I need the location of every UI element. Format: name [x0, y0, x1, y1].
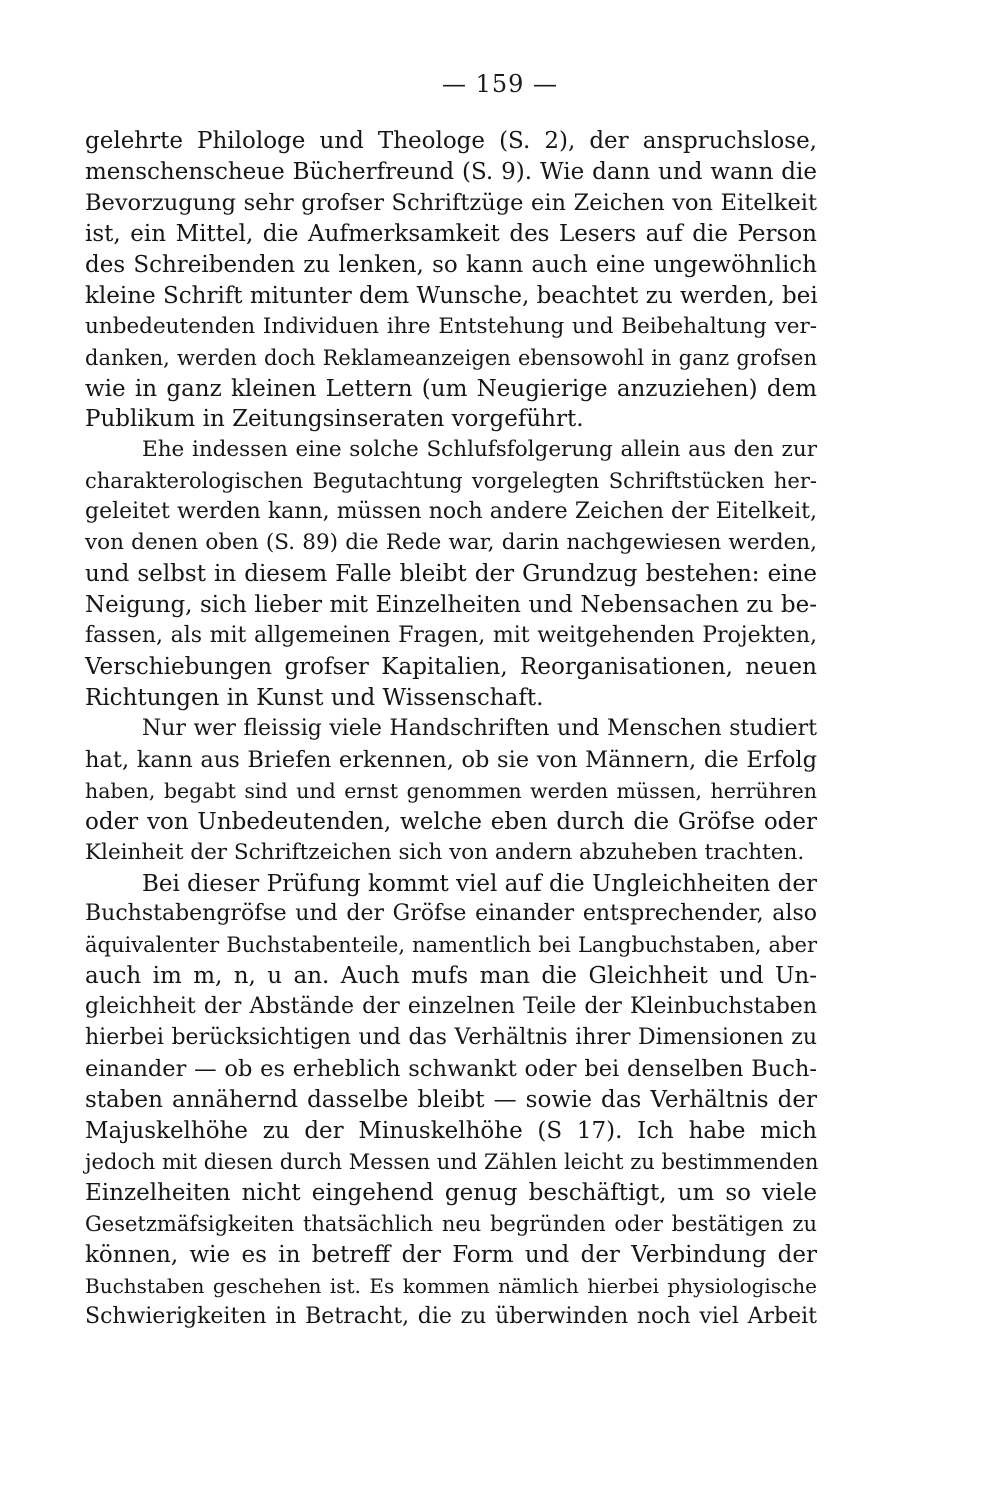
- text-line: Buchstabengröfse und der Gröfse einander entsprechender, also: [85, 901, 817, 927]
- text-line: wie in ganz kleinen Lettern (um Neugierige anzuziehen) dem: [85, 375, 817, 402]
- text-line: Buchstaben geschehen ist. Es kommen nämlich hierbei physiologische: [85, 1273, 817, 1298]
- text-line: Ehe indessen eine solche Schlufsfolgerung allein aus den zur: [142, 437, 817, 463]
- text-line: fassen, als mit allgemeinen Fragen, mit weitgehenden Projekten,: [85, 623, 817, 648]
- text-line: staben annähernd dasselbe bleibt — sowie das Verhältnis der: [85, 1087, 817, 1114]
- text-line: charakterologischen Begutachtung vorgelegten Schriftstücken her-: [85, 469, 817, 494]
- text-line: einander — ob es erheblich schwankt oder bei denselben Buch-: [85, 1056, 817, 1083]
- text-line: menschenscheue Bücherfreund (S. 9). Wie dann und wann die: [85, 158, 817, 185]
- text-line: gelehrte Philologe und Theologe (S. 2), der anspruchslose,: [85, 128, 817, 154]
- text-line: gleichheit der Abstände der einzelnen Teile der Kleinbuchstaben: [85, 994, 817, 1020]
- text-line: Einzelheiten nicht eingehend genug beschäftigt, um so viele: [85, 1179, 817, 1206]
- text-line: von denen oben (S. 89) die Rede war, darin nachgewiesen werden,: [85, 530, 817, 556]
- text-line: geleitet werden kann, müssen noch andere Zeichen der Eitelkeit,: [85, 499, 817, 525]
- text-line: des Schreibenden zu lenken, so kann auch eine ungewöhnlich: [85, 251, 817, 278]
- paragraph: [85, 435, 817, 713]
- text-line: unbedeutenden Individuen ihre Entstehung und Beibehaltung ver-: [85, 313, 817, 339]
- text-line: kleine Schrift mitunter dem Wunsche, beachtet zu werden, bei: [85, 282, 818, 309]
- text-line: Majuskelhöhe zu der Minuskelhöhe (S 17). Ich habe mich: [85, 1118, 817, 1144]
- text-line: können, wie es in betreff der Form und der Verbindung der: [85, 1241, 817, 1268]
- text-line: ist, ein Mittel, die Aufmerksamkeit des Lesers auf die Person: [85, 220, 817, 247]
- paragraph: [85, 869, 817, 1333]
- page-number: — 159 —: [441, 70, 559, 98]
- text-line: Kleinheit der Schriftzeichen sich von andern abzuheben trachten.: [85, 839, 805, 865]
- text-line: Bevorzugung sehr grofser Schriftzüge ein Zeichen von Eitelkeit: [85, 189, 817, 216]
- text-line: Schwierigkeiten in Betracht, die zu überwinden noch viel Arbeit: [85, 1303, 817, 1329]
- text-line: Richtungen in Kunst und Wissenschaft.: [85, 684, 544, 711]
- body-text: [85, 126, 817, 1333]
- text-line: hat, kann aus Briefen erkennen, ob sie von Männern, die Erfolg: [85, 746, 817, 773]
- text-line: auch im m, n, u an. Auch mufs man die Gleichheit und Un-: [85, 963, 817, 990]
- text-line: und selbst in diesem Falle bleibt der Grundzug bestehen: eine: [85, 561, 817, 588]
- text-line: jedoch mit diesen durch Messen und Zählen leicht zu bestimmenden: [85, 1149, 819, 1174]
- text-line: Neigung, sich lieber mit Einzelheiten und Nebensachen zu be-: [85, 592, 817, 619]
- text-line: Gesetzmäfsigkeiten thatsächlich neu begründen oder bestätigen zu: [85, 1211, 817, 1236]
- text-line: Verschiebungen grofser Kapitalien, Reorganisationen, neuen: [85, 653, 817, 680]
- text-line: Bei dieser Prüfung kommt viel auf die Ungleichheiten der: [142, 870, 818, 897]
- text-line: Publikum in Zeitungsinseraten vorgeführt.: [85, 406, 584, 433]
- text-line: äquivalenter Buchstabenteile, namentlich bei Langbuchstaben, aber: [85, 933, 817, 958]
- text-line: Nur wer fleissig viele Handschriften und Menschen studiert: [142, 715, 817, 741]
- text-line: danken, werden doch Reklameanzeigen ebensowohl in ganz grofsen: [85, 345, 817, 370]
- paragraph: [85, 126, 817, 435]
- paragraph: [85, 714, 817, 869]
- text-line: hierbei berücksichtigen und das Verhältnis ihrer Dimensionen zu: [85, 1025, 817, 1051]
- text-line: oder von Unbedeutenden, welche eben durch die Gröfse oder: [85, 808, 817, 835]
- text-line: haben, begabt sind und ernst genommen werden müssen, herrühren: [85, 778, 817, 803]
